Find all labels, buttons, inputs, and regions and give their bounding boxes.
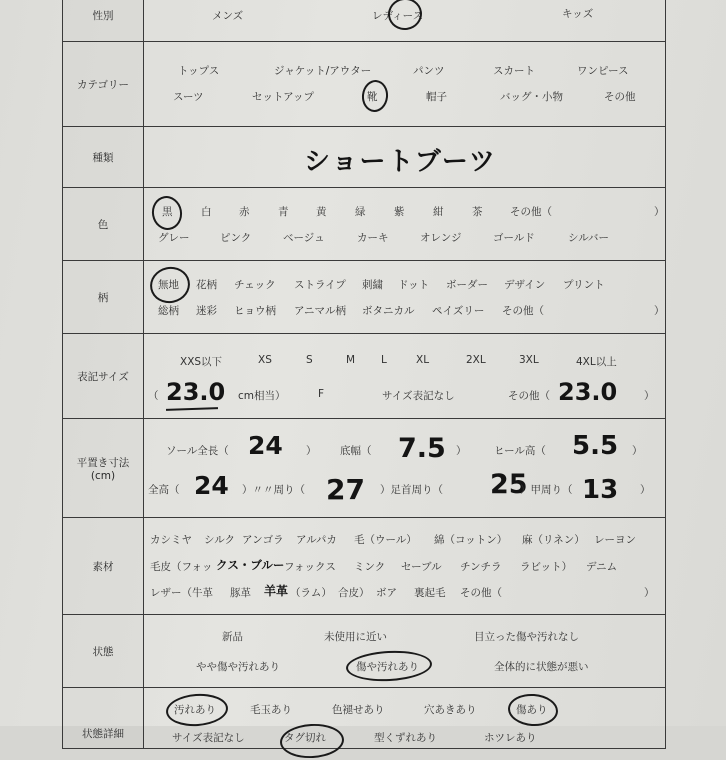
- color-pink[interactable]: ピンク: [220, 232, 252, 244]
- material-fox[interactable]: フォックス: [284, 561, 336, 573]
- measure-label: 平置き寸法: [76, 456, 130, 469]
- pattern-stripe[interactable]: ストライプ: [294, 279, 346, 291]
- round-label: ）〃〃周り（: [242, 484, 305, 496]
- size-cm-underline: [166, 407, 218, 411]
- total-height-value: 24: [194, 471, 229, 500]
- instep-value: 13: [582, 475, 619, 505]
- pattern-other[interactable]: その他（: [502, 305, 544, 317]
- color-brown[interactable]: 茶: [472, 206, 483, 218]
- row-gender: [63, 0, 666, 42]
- instep-label: ）甲周り（: [520, 484, 573, 496]
- ankle-label: ）足首周り（: [380, 484, 443, 496]
- size-none[interactable]: サイズ表記なし: [382, 390, 455, 402]
- category-shoes[interactable]: 靴: [367, 91, 378, 103]
- details-deformed[interactable]: 型くずれあり: [374, 732, 437, 744]
- pattern-print[interactable]: プリント: [563, 279, 605, 291]
- category-suit[interactable]: スーツ: [173, 91, 204, 103]
- row-pattern: [63, 261, 666, 334]
- condition-damage[interactable]: 傷や汚れあり: [356, 661, 419, 673]
- size-l[interactable]: L: [381, 354, 387, 366]
- material-rabbit[interactable]: ラビット）: [520, 561, 573, 573]
- material-linen[interactable]: 麻（リネン）: [522, 534, 585, 546]
- sole-width-value: 7.5: [398, 433, 446, 464]
- color-yellow[interactable]: 黄: [316, 206, 327, 218]
- heel-height-label: ヒール高（: [494, 445, 546, 457]
- item-form-table: [62, 0, 666, 749]
- color-red[interactable]: 赤: [239, 206, 250, 218]
- size-m[interactable]: M: [346, 354, 356, 366]
- measure-unit: (cm): [90, 469, 116, 482]
- pattern-paisley[interactable]: ペイズリー: [432, 305, 485, 317]
- details-fraying[interactable]: ホツレあり: [484, 732, 537, 744]
- row-measurements: [63, 419, 666, 518]
- sole-width-close: ）: [456, 445, 467, 457]
- row-color: [63, 188, 666, 261]
- material-alpaca[interactable]: アルパカ: [296, 534, 337, 546]
- row-condition: [63, 615, 666, 688]
- row-details: [63, 688, 666, 749]
- details-hole[interactable]: 穴あきあり: [424, 704, 477, 716]
- circle-scratch-mark: [507, 692, 559, 727]
- details-fading[interactable]: 色褪せあり: [332, 704, 385, 716]
- category-jacket[interactable]: ジャケット/アウター: [274, 65, 372, 77]
- color-khaki[interactable]: カーキ: [357, 232, 389, 244]
- size-xl[interactable]: XL: [416, 354, 430, 366]
- gender-kids[interactable]: キッズ: [562, 8, 594, 20]
- size-other-handwritten: 23.0: [558, 378, 618, 406]
- color-beige[interactable]: ベージュ: [283, 232, 325, 244]
- color-other-close: ）: [654, 206, 665, 218]
- details-stain[interactable]: 汚れあり: [174, 704, 216, 716]
- pattern-plain[interactable]: 無地: [158, 279, 179, 291]
- heel-height-close: ）: [632, 445, 643, 457]
- row-material: [63, 518, 666, 615]
- material-silk[interactable]: シルク: [204, 534, 236, 546]
- circle-black-mark: [149, 194, 184, 233]
- material-synthetic[interactable]: 合皮）: [338, 587, 370, 599]
- category-skirt[interactable]: スカート: [493, 65, 535, 77]
- pattern-dot[interactable]: ドット: [398, 279, 430, 291]
- color-navy[interactable]: 紺: [433, 206, 444, 218]
- pattern-animal[interactable]: アニマル柄: [294, 305, 346, 317]
- size-label: 表記サイズ: [63, 334, 144, 419]
- material-label: 素材: [63, 518, 144, 615]
- color-gray[interactable]: グレー: [158, 232, 190, 244]
- circle-damage-mark: [345, 649, 432, 683]
- pattern-allover[interactable]: 総柄: [158, 305, 179, 317]
- material-denim[interactable]: デニム: [586, 561, 618, 573]
- condition-new[interactable]: 新品: [222, 631, 243, 643]
- condition-poor[interactable]: 全体的に状態が悪い: [494, 661, 589, 673]
- material-wool[interactable]: 毛（ウール）: [354, 534, 417, 546]
- condition-no-damage[interactable]: 目立った傷や汚れなし: [474, 631, 579, 643]
- size-cm-equivalent: cm相当）: [238, 390, 286, 402]
- material-angora[interactable]: アンゴラ: [242, 534, 284, 546]
- sole-length-label: ソール全長（: [166, 445, 229, 457]
- color-blue[interactable]: 青: [278, 206, 289, 218]
- category-onepiece[interactable]: ワンピース: [577, 65, 629, 77]
- material-cowhide[interactable]: レザー（牛革: [150, 587, 213, 599]
- row-size: [63, 334, 666, 419]
- material-fur[interactable]: 毛皮（フォッ: [150, 561, 213, 573]
- pattern-design[interactable]: デザイン: [504, 279, 546, 291]
- material-mink[interactable]: ミンク: [354, 561, 386, 573]
- category-pants[interactable]: パンツ: [413, 65, 445, 77]
- pattern-floral[interactable]: 花柄: [196, 279, 217, 291]
- circle-plain-mark: [147, 263, 194, 307]
- pattern-other-close: ）: [654, 305, 665, 317]
- category-setup[interactable]: セットアップ: [252, 91, 314, 103]
- pattern-border[interactable]: ボーダー: [446, 279, 488, 291]
- category-tops[interactable]: トップス: [178, 65, 220, 77]
- pattern-leopard[interactable]: ヒョウ柄: [234, 305, 276, 317]
- color-white[interactable]: 白: [201, 206, 212, 218]
- color-other[interactable]: その他（: [510, 206, 552, 218]
- type-handwritten-value: ショートブーツ: [304, 147, 497, 177]
- category-other[interactable]: その他: [604, 91, 636, 103]
- condition-label: 状態: [63, 615, 144, 688]
- size-4xl[interactable]: 4XL以上: [576, 356, 617, 368]
- size-cm-handwritten: 23.0: [166, 378, 226, 406]
- color-purple[interactable]: 紫: [394, 206, 405, 218]
- pattern-camo[interactable]: 迷彩: [196, 305, 217, 317]
- color-green[interactable]: 緑: [355, 206, 366, 218]
- material-brushed[interactable]: 裏起毛: [414, 587, 446, 599]
- color-orange[interactable]: オレンジ: [420, 232, 462, 244]
- details-tag-cut[interactable]: タグ切れ: [284, 732, 326, 744]
- size-xs[interactable]: XS: [258, 354, 272, 366]
- details-pilling[interactable]: 毛玉あり: [250, 704, 292, 716]
- material-fur-handwritten: クス・ブルー: [216, 558, 285, 572]
- total-height-label: 全高（: [148, 484, 180, 496]
- gender-ladies[interactable]: レディース: [372, 10, 424, 22]
- color-black[interactable]: 黒: [162, 206, 173, 218]
- size-xxs[interactable]: XXS以下: [180, 356, 223, 368]
- size-2xl[interactable]: 2XL: [466, 354, 486, 366]
- pattern-check[interactable]: チェック: [234, 279, 276, 291]
- sole-width-label: 底幅（: [340, 445, 372, 457]
- details-label: 状態詳細: [63, 688, 144, 749]
- size-cm-open: （: [148, 390, 159, 402]
- pattern-botanical[interactable]: ボタニカル: [362, 305, 415, 317]
- material-sable[interactable]: セーブル: [401, 561, 442, 573]
- heel-height-value: 5.5: [572, 431, 619, 461]
- sole-length-value: 24: [248, 431, 283, 460]
- gender-mens[interactable]: メンズ: [212, 10, 244, 22]
- size-other[interactable]: その他（: [508, 390, 550, 402]
- size-free[interactable]: F: [318, 388, 325, 400]
- color-label: 色: [63, 188, 144, 261]
- material-chinchilla[interactable]: チンチラ: [460, 561, 502, 573]
- material-cashmere[interactable]: カシミヤ: [150, 534, 192, 546]
- material-cotton[interactable]: 綿（コットン）: [434, 534, 508, 546]
- circle-tag-cut-mark: [279, 722, 345, 759]
- size-other-close: ）: [644, 390, 655, 402]
- category-label: カテゴリー: [63, 42, 144, 127]
- circle-shoes-mark: [360, 79, 389, 114]
- type-label: 種類: [63, 127, 144, 188]
- material-rayon[interactable]: レーヨン: [594, 534, 636, 546]
- material-sheepskin[interactable]: 羊革: [264, 584, 289, 598]
- pattern-label: 柄: [63, 261, 144, 334]
- material-other-close: ）: [644, 587, 655, 599]
- ankle-value: 25: [490, 469, 528, 500]
- details-no-size-tag[interactable]: サイズ表記なし: [172, 732, 245, 744]
- size-s[interactable]: S: [306, 354, 313, 366]
- size-3xl[interactable]: 3XL: [519, 354, 539, 366]
- gender-label: 性別: [63, 0, 144, 42]
- category-hat[interactable]: 帽子: [426, 91, 447, 103]
- material-other[interactable]: その他（: [460, 587, 502, 599]
- pattern-embroidery[interactable]: 刺繍: [362, 279, 383, 291]
- instep-close: ）: [640, 484, 651, 496]
- sole-length-close: ）: [306, 445, 317, 457]
- material-boa[interactable]: ボア: [376, 587, 397, 599]
- material-pigskin[interactable]: 豚革: [230, 587, 251, 599]
- circle-stain-mark: [165, 692, 229, 728]
- details-scratch[interactable]: 傷あり: [516, 704, 548, 716]
- condition-slight-damage[interactable]: やや傷や汚れあり: [196, 661, 280, 673]
- color-silver[interactable]: シルバー: [568, 232, 610, 244]
- condition-like-new[interactable]: 未使用に近い: [324, 631, 387, 643]
- category-bag[interactable]: バッグ・小物: [500, 91, 563, 103]
- color-gold[interactable]: ゴールド: [493, 232, 535, 244]
- circle-ladies-mark: [386, 0, 424, 32]
- row-type: [63, 127, 666, 188]
- row-category: [63, 42, 666, 127]
- material-lamb: （ラム）: [290, 587, 332, 599]
- round-value: 27: [326, 473, 365, 506]
